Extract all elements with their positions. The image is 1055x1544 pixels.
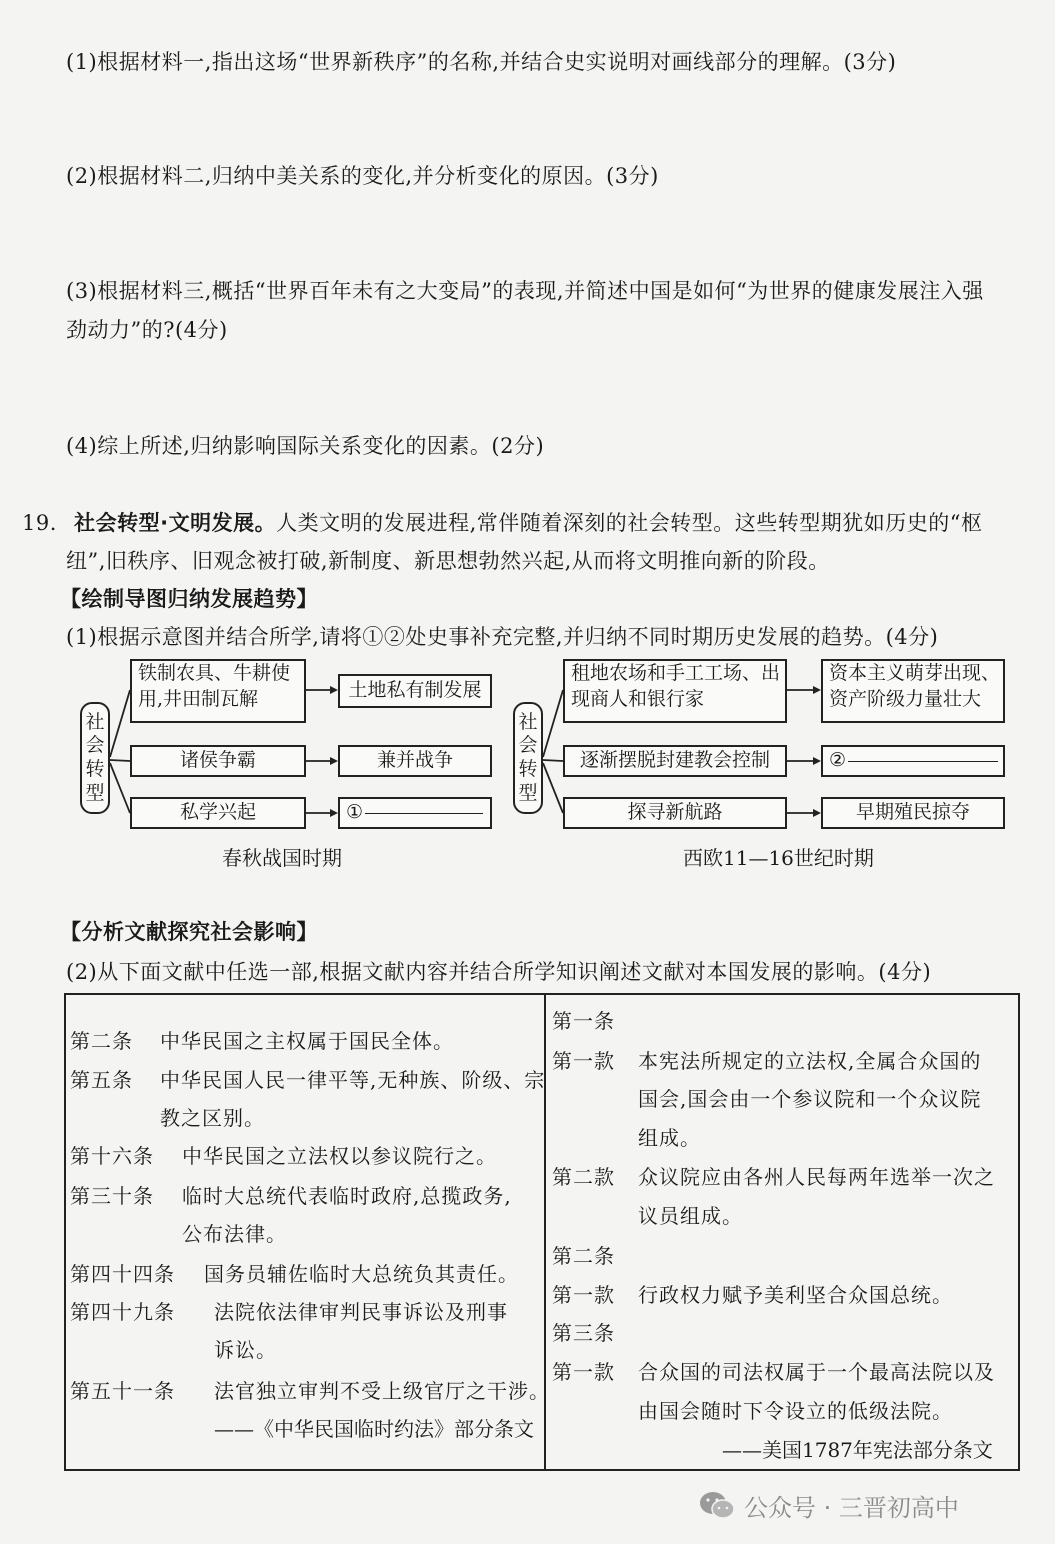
article-label: 第五条 xyxy=(70,1068,133,1092)
doc-left-article-51 xyxy=(70,1375,550,1404)
section-text: 合众国的司法权属于一个最高法院以及 xyxy=(638,1360,995,1384)
watermark xyxy=(698,1488,959,1523)
doc-right-art3-sec1-line2: 由国会随时下令设立的低级法院。 xyxy=(638,1399,953,1423)
diagram-right-r1-effect-line1: 资本主义萌芽出现、 xyxy=(829,662,1001,684)
subquestion-1: (1)根据示意图并结合所学,请将①②处史事补充完整,并归纳不同时期历史发展的趋势。(4分) xyxy=(66,625,939,649)
diagram-left-r2-cause: 诸侯争霸 xyxy=(130,745,306,777)
section-text: 行政权力赋予美利坚合众国总统。 xyxy=(638,1283,953,1307)
section-label: 第二款 xyxy=(552,1165,615,1189)
section-label: 第一款 xyxy=(552,1283,615,1307)
question-19-title: 社会转型·文明发展。 xyxy=(74,511,277,535)
doc-left-article-5-cont: 教之区别。 xyxy=(160,1106,265,1130)
article-label: 第十六条 xyxy=(70,1144,154,1168)
diagram-left-r3-cause: 私学兴起 xyxy=(130,797,306,829)
article-label: 第四十四条 xyxy=(70,1262,175,1286)
question-19-intro-line1: 人类文明的发展进程,常伴随着深刻的社会转型。这些转型期犹如历史的“枢 xyxy=(276,511,983,535)
article-label: 第五十一条 xyxy=(70,1379,175,1403)
doc-right-article-2: 第二条 xyxy=(552,1244,615,1268)
doc-left-article-30 xyxy=(70,1180,512,1209)
doc-left-article-49-cont: 诉讼。 xyxy=(214,1338,277,1362)
doc-right-art1-sec1 xyxy=(552,1045,981,1074)
answer-blank-2[interactable] xyxy=(848,761,998,762)
doc-left-source: ——《中华民国临时约法》部分条文 xyxy=(214,1417,534,1441)
question-3-line2: 劲动力”的?(4分) xyxy=(66,318,228,342)
diagram-right-r3-effect: 早期殖民掠夺 xyxy=(821,797,1005,829)
doc-left-article-30-cont: 公布法律。 xyxy=(182,1222,287,1246)
doc-right-art1-sec1-line2: 国会,国会由一个参议院和一个众议院 xyxy=(638,1087,982,1111)
section-text: 众议院应由各州人民每两年选举一次之 xyxy=(638,1165,995,1189)
article-text: 国务员辅佐临时大总统负其责任。 xyxy=(204,1262,519,1286)
doc-right-art1-sec2 xyxy=(552,1161,995,1190)
diagram-left-root: 社会转型 xyxy=(80,702,110,814)
diagram-left-r1-effect: 土地私有制发展 xyxy=(338,674,492,708)
subquestion-2: (2)从下面文献中任选一部,根据文献内容并结合所学知识阐述文献对本国发展的影响。(4分) xyxy=(66,960,932,984)
article-text: 中华民国之立法权以参议院行之。 xyxy=(182,1144,497,1168)
article-text: 中华民国之主权属于国民全体。 xyxy=(160,1029,454,1053)
diagram-right-caption: 西欧11—16世纪时期 xyxy=(683,846,874,870)
blank-marker-1: ① xyxy=(346,801,364,824)
doc-right-art2-sec1 xyxy=(552,1279,953,1308)
watermark-text: 公众号 · 三晋初高中 xyxy=(744,1494,959,1522)
doc-right-source: ——美国1787年宪法部分条文 xyxy=(722,1438,993,1462)
doc-left-article-5 xyxy=(70,1064,545,1093)
blank-marker-2: ② xyxy=(829,749,847,772)
article-text: 临时大总统代表临时政府,总揽政务, xyxy=(182,1184,512,1208)
doc-right-article-1: 第一条 xyxy=(552,1009,615,1033)
article-text: 法院依法律审判民事诉讼及刑事 xyxy=(214,1300,508,1324)
question-19-intro-line2: 纽”,旧秩序、旧观念被打破,新制度、新思想勃然兴起,从而将文明推向新的阶段。 xyxy=(66,549,830,573)
doc-left-article-49 xyxy=(70,1296,508,1325)
diagram-right-root: 社会转型 xyxy=(513,702,543,814)
doc-left-article-16 xyxy=(70,1140,497,1169)
article-label: 第二条 xyxy=(70,1029,133,1053)
doc-left-article-2 xyxy=(70,1025,454,1054)
diagram-right-r1-cause xyxy=(563,659,787,723)
doc-right-art1-sec2-line2: 议员组成。 xyxy=(638,1204,743,1228)
question-1: (1)根据材料一,指出这场“世界新秩序”的名称,并结合史实说明对画线部分的理解。(3分) xyxy=(66,50,897,74)
diagram-right-r2-cause: 逐渐摆脱封建教会控制 xyxy=(563,745,787,777)
diagram-left-r1-cause xyxy=(130,659,306,723)
doc-right-article-3: 第三条 xyxy=(552,1321,615,1345)
question-4: (4)综上所述,归纳影响国际关系变化的因素。(2分) xyxy=(66,434,545,458)
diagram-left-caption: 春秋战国时期 xyxy=(222,846,342,870)
section-heading-mindmap: 【绘制导图归纳发展趋势】 xyxy=(60,587,318,611)
diagram-left-r1-cause-line2: 用,井田制瓦解 xyxy=(138,687,259,710)
question-number: 19. xyxy=(22,511,57,535)
question-3-line1: (3)根据材料三,概括“世界百年未有之大变局”的表现,并简述中国是如何“为世界的健康发展注入强 xyxy=(66,279,984,303)
diagram-right-r2-effect-blank[interactable] xyxy=(821,745,1005,777)
question-2: (2)根据材料二,归纳中美关系的变化,并分析变化的原因。(3分) xyxy=(66,164,659,188)
answer-blank-1[interactable] xyxy=(365,813,483,814)
article-label: 第三十条 xyxy=(70,1184,154,1208)
doc-left-article-44 xyxy=(70,1258,519,1287)
article-label: 第四十九条 xyxy=(70,1300,175,1324)
section-text: 本宪法所规定的立法权,全属合众国的 xyxy=(638,1049,982,1073)
article-text: 中华民国人民一律平等,无种族、阶级、宗 xyxy=(160,1068,546,1092)
diagram-right-r3-cause: 探寻新航路 xyxy=(563,797,787,829)
wechat-icon xyxy=(698,1490,736,1522)
section-label: 第一款 xyxy=(552,1049,615,1073)
doc-right-art3-sec1 xyxy=(552,1356,995,1385)
article-text: 法官独立审判不受上级官厅之干涉。 xyxy=(214,1379,550,1403)
diagram-right-r1-effect xyxy=(821,659,1005,723)
section-heading-documents: 【分析文献探究社会影响】 xyxy=(60,920,318,944)
doc-right-art1-sec1-line3: 组成。 xyxy=(638,1126,701,1150)
diagram-right-r1-cause-line2: 现商人和银行家 xyxy=(571,687,705,710)
diagram-left-r2-effect: 兼并战争 xyxy=(338,745,492,777)
diagram-left-r3-effect-blank[interactable] xyxy=(338,797,492,829)
diagram-right-r1-effect-line2: 资产阶级力量壮大 xyxy=(829,687,982,710)
section-label: 第一款 xyxy=(552,1360,615,1384)
diagram-left-r1-cause-line1: 铁制农具、牛耕使 xyxy=(138,662,291,684)
diagram-right-r1-cause-line1: 租地农场和手工工场、出 xyxy=(571,662,781,684)
